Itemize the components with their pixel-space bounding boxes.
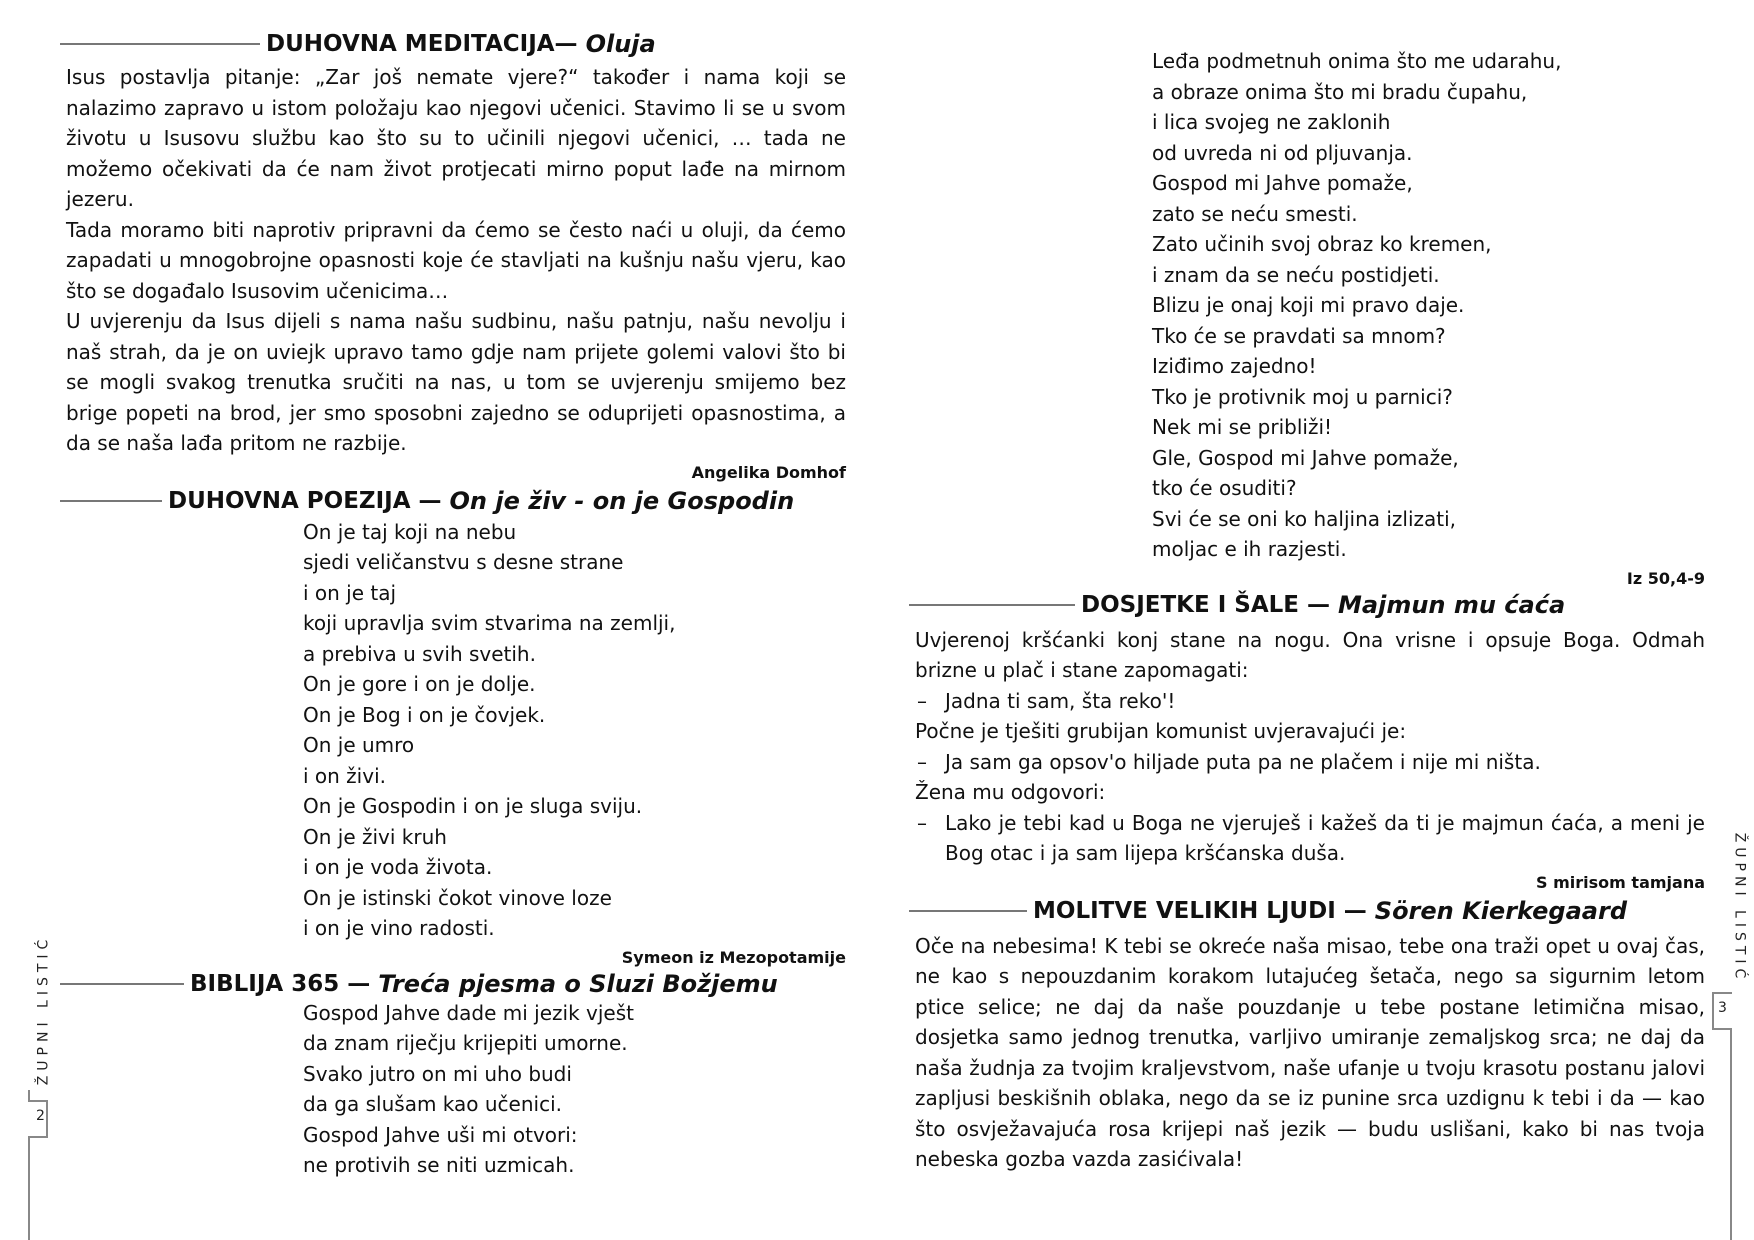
meditation-section: [66, 30, 846, 485]
bible-line: i lica svojeg ne zaklonih: [1152, 110, 1391, 134]
meditation-title: DUHOVNA MEDITACIJA—: [266, 31, 578, 57]
jokes-title: DOSJETKE I ŠALE —: [1081, 591, 1331, 618]
poetry-subtitle: On je živ - on je Gospodin: [449, 486, 795, 515]
poetry-section: [66, 487, 846, 970]
poem-line: i on je vino radosti.: [303, 916, 495, 940]
heading-rule: [909, 910, 1027, 912]
meditation-subtitle: Oluja: [585, 30, 656, 58]
bible-line: Tko će se pravdati sa mnom?: [1152, 323, 1446, 348]
prayers-heading: [909, 897, 1705, 925]
bible-line: zato se neću smesti.: [1152, 201, 1358, 226]
prayers-section: [915, 897, 1705, 1175]
heading-rule: [60, 43, 260, 45]
meditation-author: Angelika Domhof: [691, 462, 846, 482]
right-page: [877, 0, 1754, 1240]
prayers-subtitle: Sören Kierkegaard: [1374, 896, 1628, 925]
jokes-narration: Žena mu odgovori:: [915, 780, 1106, 804]
newsletter-label: ŽUPNI LISTIĆ: [35, 934, 52, 1086]
bible-line: Zato učinih svoj obraz ko kremen,: [1152, 232, 1492, 256]
jokes-section: [915, 591, 1705, 895]
bible-line: Tko je protivnik moj u parnici?: [1152, 384, 1453, 409]
dialog-line: [915, 808, 1705, 869]
bible-line: Iziđimo zajedno!: [1152, 354, 1317, 378]
dash-mark: –: [917, 810, 927, 835]
bible-line: a obraze onima što mi bradu čupahu,: [1152, 79, 1528, 104]
meditation-heading: [60, 30, 846, 58]
left-sidebar: [26, 900, 66, 1240]
bible-line: i znam da se neću postidjeti.: [1152, 262, 1440, 287]
poem-line: i on živi.: [303, 763, 386, 788]
bible-continued-section: [915, 46, 1705, 591]
poem-line: koji upravlja svim stvarima na zemlji,: [303, 611, 676, 635]
bible-line: Gospod Jahve dade mi jezik vješt: [303, 1000, 634, 1025]
bible-line: Nek mi se približi!: [1152, 415, 1333, 439]
jokes-dialog-2: [915, 747, 1705, 778]
bible-line: od uvreda ni od pljuvanja.: [1152, 140, 1413, 165]
poetry-heading: [60, 487, 846, 515]
jokes-narration: Počne je tješiti grubijan komunist uvjeravajući je:: [915, 719, 1407, 743]
page-number: 3: [1718, 1000, 1727, 1016]
jokes-heading: [909, 591, 1705, 619]
dash-mark: –: [917, 688, 927, 713]
sidebar-bar: [1730, 1030, 1732, 1240]
poem-line: On je taj koji na nebu: [303, 519, 517, 544]
dialog-line: [915, 686, 1705, 717]
bible-line: Leđa podmetnuh onima što me udarahu,: [1152, 49, 1562, 73]
poem-line: On je Bog i on je čovjek.: [303, 702, 546, 727]
meditation-paragraph: Tada moramo biti naprotiv pripravni da ćemo se često naći u oluji, da ćemo zapadati u mnogobrojne opasnosti koje će stavljati na kušnju našu vjeru, kao što se događalo Isusovim učenicima…: [66, 217, 846, 303]
heading-rule: [60, 983, 184, 985]
bible-line: Blizu je onaj koji mi pravo daje.: [1152, 293, 1465, 317]
jokes-dialog-3: [915, 808, 1705, 869]
jokes-dialog-1: [915, 686, 1705, 717]
bible-line: ne protivih se niti uzmicah.: [303, 1153, 575, 1177]
poem-line: On je Gospodin i on je sluga sviju.: [303, 794, 643, 818]
bible-line: tko će osuditi?: [1152, 476, 1297, 500]
poem-line: sjedi veličanstvu s desne strane: [303, 550, 624, 574]
dialog-text: Lako je tebi kad u Boga ne vjeruješ i kažeš da ti je majmun ćaća, a meni je Bog otac i ja sam lijepa kršćanska duša.: [945, 810, 1705, 865]
newsletter-label: ŽUPNI LISTIĆ: [1731, 832, 1748, 984]
right-sidebar: [1712, 830, 1752, 1240]
bible-continued-lines: [1152, 46, 1705, 565]
poetry-author: Symeon iz Mezopotamije: [621, 947, 846, 967]
heading-rule: [60, 500, 162, 502]
prayers-title: MOLITVE VELIKIH LJUDI —: [1033, 897, 1367, 924]
poem-line: i on je taj: [303, 580, 397, 605]
bible-section: [66, 970, 846, 1181]
poem-line: a prebiva u svih svetih.: [303, 641, 536, 666]
poem-line: On je umro: [303, 733, 415, 757]
dialog-line: [915, 747, 1705, 778]
dialog-text: Jadna ti sam, šta reko'!: [945, 688, 1176, 713]
dialog-text: Ja sam ga opsov'o hiljade puta pa ne plačem i nije mi ništa.: [945, 749, 1541, 774]
jokes-intro: Uvjerenoj kršćanki konj stane na nogu. Ona vrisne i opsuje Boga. Odmah brizne u plač i stane zapomagati:: [915, 627, 1705, 682]
left-column: [66, 30, 846, 1181]
poem-line: On je istinski čokot vinove loze: [303, 885, 612, 910]
bible-heading: [60, 970, 846, 998]
bible-line: da ga slušam kao učenici.: [303, 1092, 562, 1116]
bible-subtitle: Treća pjesma o Sluzi Božjemu: [378, 969, 778, 998]
poem-line: On je gore i on je dolje.: [303, 672, 536, 696]
jokes-subtitle: Majmun mu ćaća: [1338, 590, 1566, 619]
page-number: 2: [36, 1108, 45, 1124]
bible-line: Svako jutro on mi uho budi: [303, 1061, 572, 1086]
bible-line: da znam riječju krijepiti umorne.: [303, 1031, 628, 1055]
bible-reference: Iz 50,4-9: [1626, 568, 1705, 588]
bible-line: Gospod Jahve uši mi otvori:: [303, 1122, 578, 1147]
bible-title: BIBLIJA 365 —: [190, 970, 371, 997]
right-column: [915, 46, 1705, 1175]
meditation-paragraph: Isus postavlja pitanje: „Zar još nemate vjere?“ također i nama koji se nalazimo zapravo u istom položaju kao njegovi učenici. Stavimo li se u svom životu u Isusovu službu kao što su to učinili njegovi učenici, … tada ne možemo očekivati da će nam život protjecati mirno poput lađe na mirnom jezeru.: [66, 65, 846, 211]
dash-mark: –: [917, 749, 927, 774]
bible-lines: [303, 998, 846, 1181]
poetry-title: DUHOVNA POEZIJA —: [168, 487, 442, 514]
meditation-paragraph: U uvjerenju da Isus dijeli s nama našu sudbinu, našu patnju, našu nevolju i naš strah, da je on uviejk upravo tamo gdje nam prijete golemi valovi što bi se mogli svakog trenutka sručiti na nas, u tom se uvjerenju smijemo bez brige popeti na brod, jer smo sposobni zajedno se oduprijeti opasnostima, a da se naša lađa pritom ne razbije.: [66, 309, 846, 455]
poem-line: On je živi kruh: [303, 824, 447, 849]
bible-line: Gle, Gospod mi Jahve pomaže,: [1152, 445, 1459, 470]
jokes-source: S mirisom tamjana: [1536, 872, 1705, 892]
prayer-text: Oče na nebesima! K tebi se okreće naša misao, tebe ona traži opet u ovaj čas, ne kao s nepouzdanim korakom lutajućeg šetača, nego sa sigurnim letom ptice selice; ne daj da naše pouzdanje u tebe postane letimična misao, dosjetka samo jednog trenutka, varljivo umiranje zemaljskog srca; ne daj da naša žudnja za tvojim kraljevstvom, naše ufanje u tvoju krasotu postanu jalovi zapljusi beskišnih oblaka, nego da se iz punine srca uzdignu k tebi i da — kao što osvježavajuća rosa krijepi naš jezik — budu uslišani, kako bi nas tvoja nebeska gozba vazda zasićivala!: [915, 933, 1705, 1171]
heading-rule: [909, 604, 1075, 606]
bible-line: Gospod mi Jahve pomaže,: [1152, 171, 1413, 195]
bible-line: Svi će se oni ko haljina izlizati,: [1152, 506, 1457, 531]
bible-line: moljac e ih razjesti.: [1152, 537, 1347, 561]
poem-line: i on je voda života.: [303, 855, 493, 879]
poetry-lines: [303, 517, 846, 944]
